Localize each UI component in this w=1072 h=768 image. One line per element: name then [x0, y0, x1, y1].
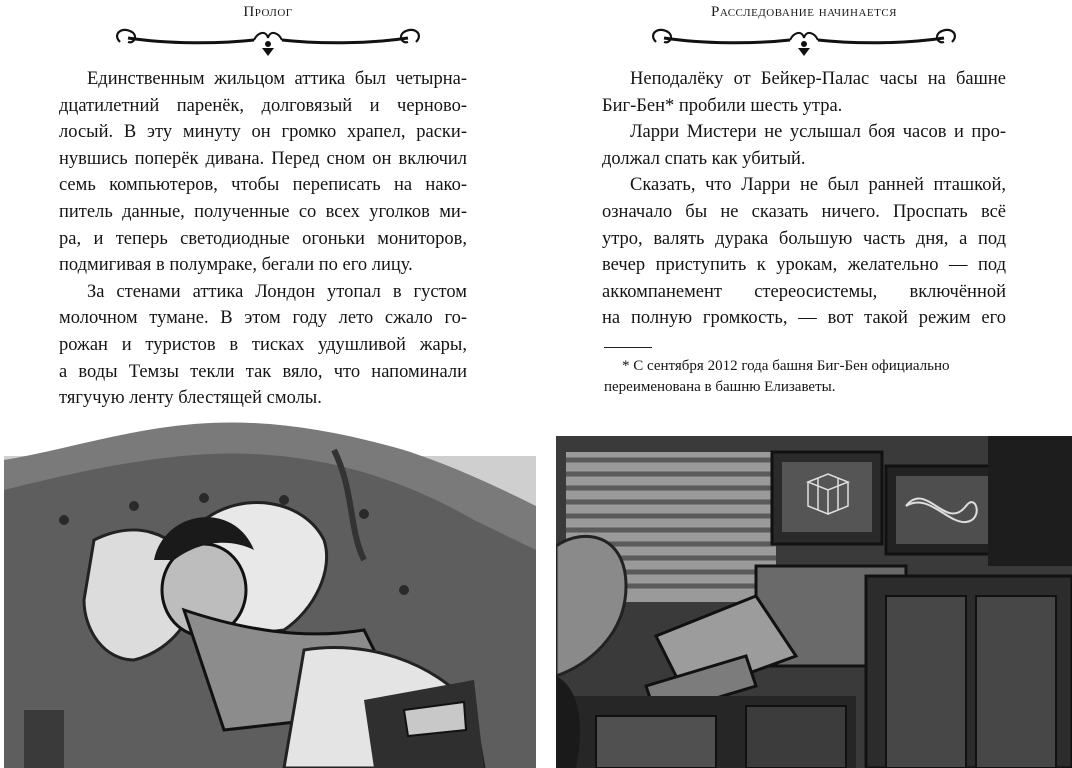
running-head-right: Расследование начинается [710, 4, 898, 20]
left-body-text [59, 66, 467, 412]
illustration-computer-room [556, 436, 1072, 768]
right-page [536, 0, 1072, 768]
footnote: * С сентября 2012 года башня Биг-Бен официально переименована в башню Елизаветы. [604, 358, 950, 395]
paragraph: Ларри Мистери не услышал боя часов и про- должал спать как убитый. [602, 122, 1006, 169]
illustration-sleeping-boy [4, 410, 536, 768]
ornament-divider-left [108, 22, 428, 56]
footnote-rule [604, 347, 652, 348]
paragraph: Неподалёку от Бейкер-Палас часы на башне Биг-Бен* пробили шесть утра. [602, 69, 1006, 116]
paragraph: За стенами аттика Лондон утопал в густом молочном тумане. В этом году лето сжало го- рожан и туристов в тисках удушливой жары, а воды Темзы текли так вяло, что напоминали тягучую ленту блестящей смолы. [59, 281, 467, 409]
paragraph: Сказать, что Ларри не был ранней пташкой, означало бы не сказать ничего. Проспать всё утро, валять дурака большую часть дня, а под вечер приступить к урокам, желательно — под аккомпанемент стереосистемы, включённой на полную громкость, — вот такой режим его [602, 175, 1006, 329]
ornament-divider-right [644, 22, 964, 56]
running-head-left: Пролог [243, 4, 293, 20]
paragraph: Единственным жильцом аттика был четырна- дцатилетний паренёк, долговязый и черново- лосый. В эту минуту он громко храпел, раски- нувшись поперёк дивана. Перед сном он включил семь компьютеров, чтобы переписать на нако- питель данные, полученные со всех уголков ми- ра, и теперь светодиодные огоньки мониторов, подмигивая в полумраке, бегали по его лицу. [59, 69, 467, 276]
right-body-text [602, 66, 1006, 332]
